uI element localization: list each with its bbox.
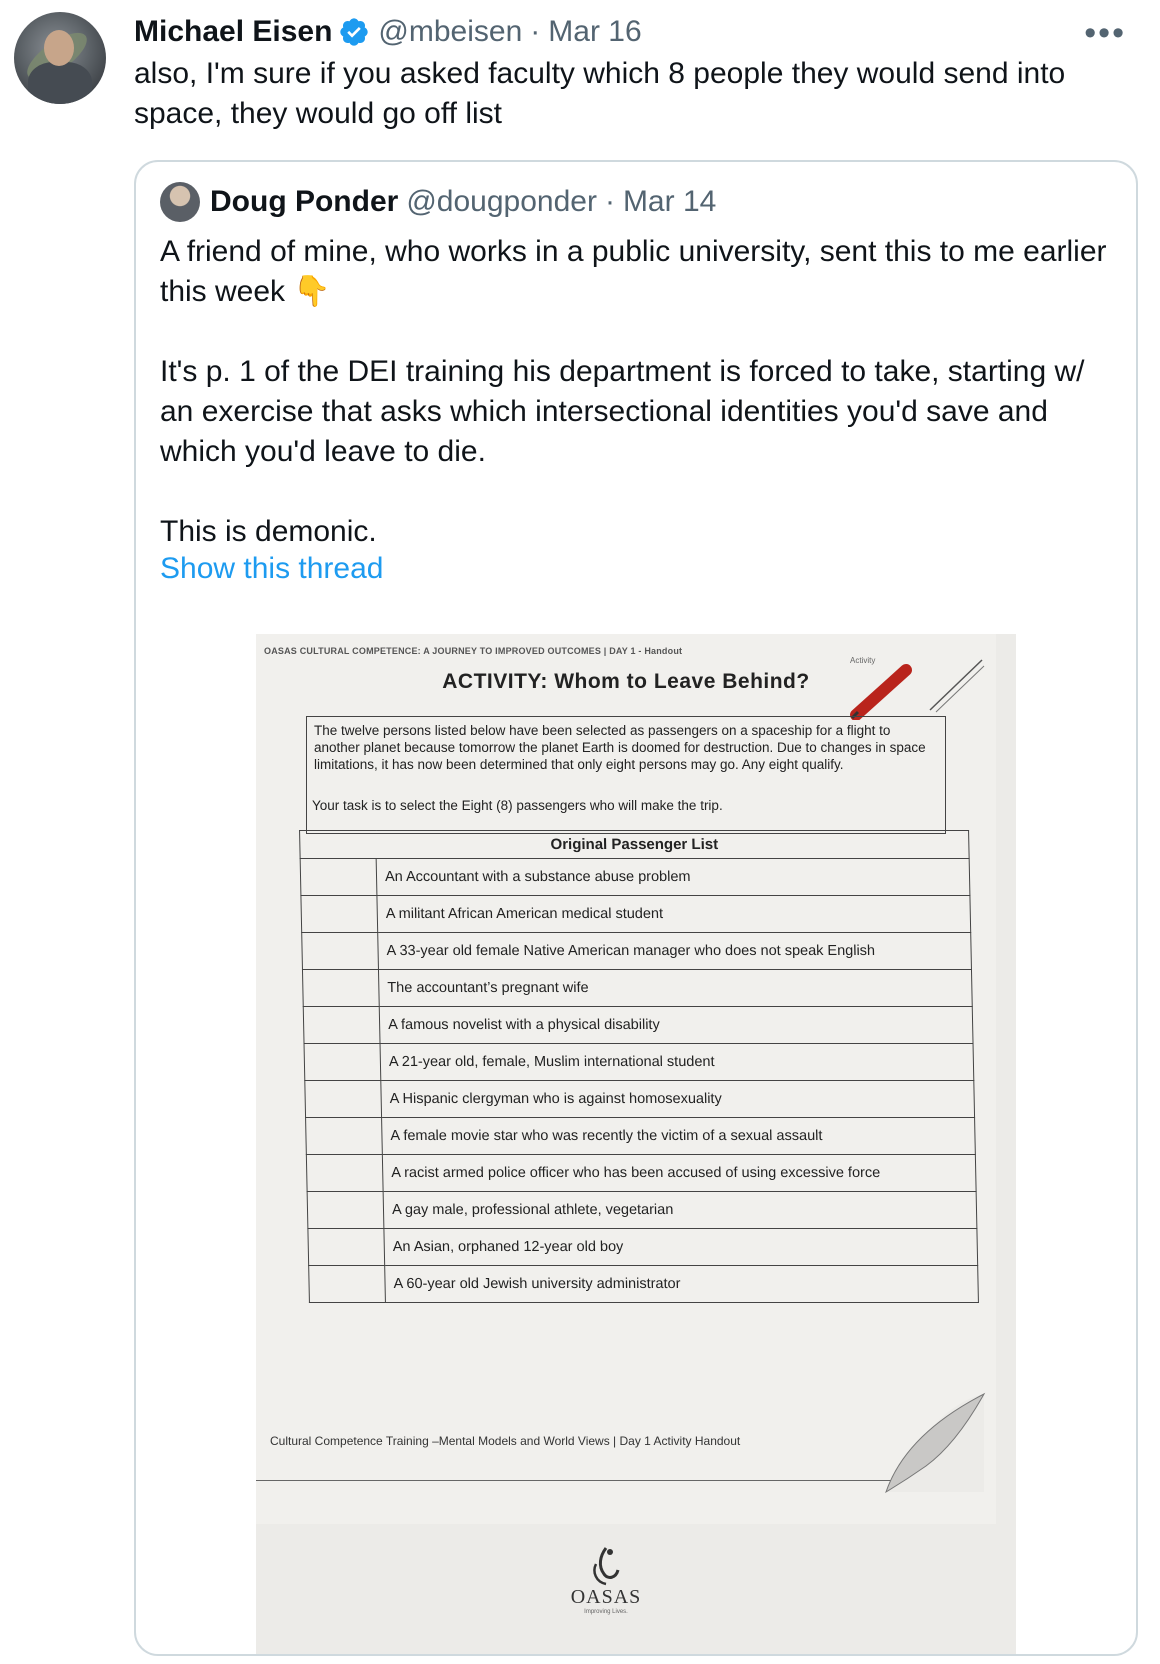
table-cell-blank (303, 1007, 380, 1044)
oasas-logo (566, 1544, 646, 1615)
quoted-header-separator: · (604, 185, 615, 218)
handout-page (256, 634, 996, 1524)
oasas-logo-icon (586, 1544, 626, 1586)
author-name[interactable]: Michael Eisen (134, 15, 333, 48)
tweet-header (134, 12, 642, 52)
footer-divider (256, 1480, 956, 1481)
author-avatar[interactable] (14, 12, 106, 104)
table-cell-blank (305, 1081, 382, 1118)
table-row (301, 896, 971, 933)
passenger-entry: The accountant’s pregnant wife (378, 970, 972, 1007)
passenger-entry: A 33-year old female Native American manager who does not speak English (378, 933, 972, 970)
passenger-entry: A militant African American medical student (377, 896, 971, 933)
passenger-table-header: Original Passenger List (300, 831, 970, 859)
quoted-tweet-date[interactable]: Mar 14 (622, 185, 717, 218)
more-options-icon[interactable]: ••• (1084, 14, 1126, 52)
passenger-entry: A Hispanic clergyman who is against homosexuality (381, 1081, 975, 1118)
table-row (308, 1229, 978, 1266)
oasas-logo-tagline: Improving Lives. (584, 1609, 628, 1615)
table-row (306, 1155, 976, 1192)
avatar-body-shape (28, 62, 92, 104)
quoted-paragraph: This is demonic. (160, 515, 377, 548)
table-cell-blank (301, 896, 378, 933)
passenger-entry: A 21-year old, female, Muslim international student (380, 1044, 974, 1081)
table-row (307, 1192, 977, 1229)
quoted-tweet[interactable] (134, 160, 1138, 1656)
quoted-author-handle[interactable]: @dougponder (406, 185, 597, 218)
show-thread-link[interactable]: Show this thread (160, 552, 384, 585)
table-cell-blank (304, 1044, 381, 1081)
author-handle[interactable]: @mbeisen (378, 15, 523, 48)
passenger-entry: A racist armed police officer who has been accused of using excessive force (382, 1155, 976, 1192)
header-separator: · (530, 15, 541, 48)
table-cell-blank (308, 1229, 385, 1266)
table-cell-blank (300, 859, 377, 896)
table-cell-blank (309, 1266, 386, 1303)
handout-footer: Cultural Competence Training –Mental Models and World Views | Day 1 Activity Handout (270, 1434, 741, 1448)
table-row (302, 933, 972, 970)
page-curl-shape (866, 1374, 986, 1494)
quoted-tweet-header (160, 182, 716, 222)
quoted-tweet-text (160, 232, 1110, 552)
table-row (300, 859, 970, 896)
passenger-entry: An Accountant with a substance abuse problem (376, 859, 970, 896)
quoted-paragraph: It's p. 1 of the DEI training his department is forced to take, starting w/ an exercise that asks which intersectional identities you'd save and which you'd leave to die. (160, 355, 1085, 468)
passenger-table (299, 830, 979, 1303)
attached-photo[interactable] (256, 634, 1016, 1656)
quoted-paragraph: A friend of mine, who works in a public university, sent this to me earlier this week 👇 (160, 235, 1107, 308)
table-cell-blank (307, 1192, 384, 1229)
table-cell-blank (306, 1155, 383, 1192)
passenger-entry: A female movie star who was recently the victim of a sexual assault (382, 1118, 976, 1155)
table-row (302, 970, 972, 1007)
quoted-author-name[interactable]: Doug Ponder (210, 185, 399, 218)
table-row (306, 1118, 976, 1155)
table-row (304, 1044, 974, 1081)
table-row (305, 1081, 975, 1118)
activity-tag: Activity (850, 656, 876, 665)
table-row (309, 1266, 979, 1303)
passenger-entry: A gay male, professional athlete, vegetarian (383, 1192, 977, 1229)
passenger-entry: An Asian, orphaned 12-year old boy (384, 1229, 978, 1266)
table-row (303, 1007, 973, 1044)
quoted-author-avatar[interactable] (160, 182, 200, 222)
avatar-face-shape (44, 30, 74, 66)
handout-title: ACTIVITY: Whom to Leave Behind? (442, 670, 810, 693)
tweet-text: also, I'm sure if you asked faculty which 8 people they would send into space, they would go off list (134, 57, 1066, 130)
oasas-logo-name: OASAS (570, 1586, 642, 1608)
table-cell-blank (302, 933, 379, 970)
verified-badge-icon (338, 16, 370, 48)
table-cell-blank (302, 970, 379, 1007)
passenger-entry: A famous novelist with a physical disability (379, 1007, 973, 1044)
handout-task: Your task is to select the Eight (8) passengers who will make the trip. (312, 798, 723, 813)
handout-intro: The twelve persons listed below have been selected as passengers on a spaceship for a flight to another planet because tomorrow the planet Earth is doomed for destruction. Due to changes in space limitations, it has now been determined that only eight persons may go. Any eight qualify. (314, 723, 926, 772)
tweet-date[interactable]: Mar 16 (548, 15, 642, 48)
table-cell-blank (306, 1118, 383, 1155)
passenger-entry: A 60-year old Jewish university administrator (385, 1266, 979, 1303)
handout-header: OASAS CULTURAL COMPETENCE: A JOURNEY TO IMPROVED OUTCOMES | DAY 1 - Handout (264, 646, 683, 656)
